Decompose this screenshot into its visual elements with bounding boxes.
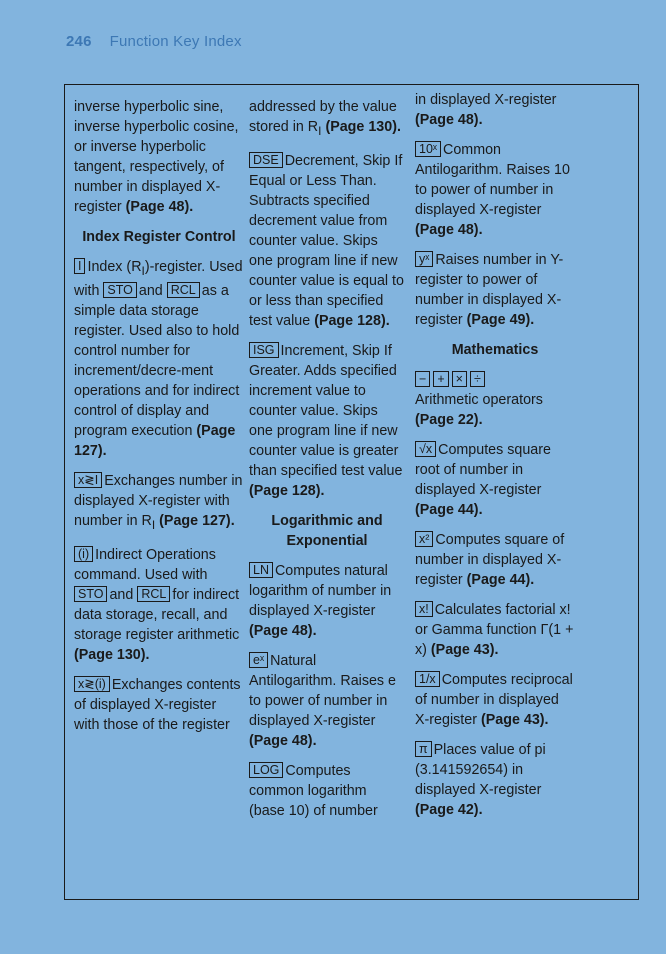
entry-pi: π Places value of pi (3.141592654) in displayed X-register (Page 42). bbox=[415, 742, 546, 818]
sto-key[interactable]: STO bbox=[103, 282, 136, 298]
entry-indirect: (i) Indirect Operations command. Used with STO and RCL for indirect data storage, recall, and storage register arithmetic (Page 130). bbox=[74, 546, 240, 663]
indirect-key[interactable]: (i) bbox=[74, 546, 93, 562]
isg-key[interactable]: ISG bbox=[249, 342, 279, 358]
rcl-key[interactable]: RCL bbox=[167, 282, 200, 298]
entry-continued: addressed by the value stored in $R_I$ (Page 130). bbox=[249, 99, 401, 138]
entry-x-squared: x² Computes square of number in displayed X-register (Page 44). bbox=[415, 532, 565, 588]
page-number: 246 bbox=[66, 33, 92, 50]
entry-arithmetic: − + × ÷ Arithmetic operators (Page 22). bbox=[415, 372, 543, 428]
column-2 bbox=[249, 97, 405, 831]
page-title: Function Key Index bbox=[109, 33, 242, 50]
e-to-x-key[interactable]: eˣ bbox=[249, 652, 268, 668]
entry-dse: DSE Decrement, Skip If Equal or Less Than. Subtracts specified decrement value from counter value. Skips one program line if new counter value is equal to or less than specified test value (Page 128). bbox=[249, 152, 404, 329]
section-heading-mathematics: Mathematics bbox=[451, 342, 539, 358]
column-1 bbox=[74, 97, 244, 745]
entry-exchange-x-indirect: x≷(i) Exchanges contents of displayed X-register with those of the register bbox=[74, 676, 241, 733]
column-3 bbox=[415, 90, 575, 830]
dse-key[interactable]: DSE bbox=[249, 152, 283, 168]
entry-index-register: I Index $(R_I)$-register. Used with STO and RCL as a simple data storage register. Used also to hold control number for increment/decre-ment operations and for indirect control of display and program execution (Page 127). bbox=[74, 259, 243, 459]
sqrt-key[interactable]: √x bbox=[415, 441, 436, 457]
pi-key[interactable]: π bbox=[415, 741, 432, 757]
section-heading-logarithmic: Logarithmic and Exponential bbox=[271, 512, 383, 549]
minus-key[interactable]: − bbox=[415, 371, 430, 387]
entry-continued: in displayed X-register (Page 48). bbox=[415, 92, 557, 128]
rcl-key[interactable]: RCL bbox=[137, 586, 170, 602]
entry-isg: ISG Increment, Skip If Greater. Adds specified increment value to counter value. Skips one program line if new counter value is greater than specified test value (Page 128). bbox=[249, 342, 403, 499]
y-to-x-key[interactable]: yˣ bbox=[415, 251, 433, 267]
plus-key[interactable]: + bbox=[433, 371, 448, 387]
entry-ex: eˣ Natural Antilogarithm. Raises e to power of number in displayed X-register (Page 48). bbox=[249, 652, 397, 749]
factorial-key[interactable]: x! bbox=[415, 601, 433, 617]
multiply-key[interactable]: × bbox=[452, 371, 467, 387]
entry-exchange-x-i: x≷I Exchanges number in displayed X-register with number in $R_I$ (Page 127). bbox=[74, 472, 243, 532]
entry-continued: inverse hyperbolic sine, inverse hyperbolic cosine, or inverse hyperbolic tangent, respectively, of number in displayed X-register (Page 48). bbox=[74, 99, 239, 215]
x-exchange-i-key[interactable]: x≷I bbox=[74, 472, 102, 488]
entry-sqrt: √x Computes square root of number in displayed X-register (Page 44). bbox=[415, 442, 551, 518]
x-exchange-indirect-key[interactable]: x≷(i) bbox=[74, 676, 110, 692]
entry-factorial: x! Calculates factorial x! or Gamma function Γ(1 + x) (Page 43). bbox=[415, 602, 574, 658]
x-squared-key[interactable]: x² bbox=[415, 531, 433, 547]
entry-reciprocal: 1/x Computes reciprocal of number in displayed X-register (Page 43). bbox=[415, 672, 573, 728]
sto-key[interactable]: STO bbox=[74, 586, 107, 602]
reciprocal-key[interactable]: 1/x bbox=[415, 671, 440, 687]
entry-yx: yˣ Raises number in Y-register to power of number in displayed X-register (Page 49). bbox=[415, 252, 564, 328]
section-heading-index-register: Index Register Control bbox=[82, 229, 236, 245]
entry-ln: LN Computes natural logarithm of number in displayed X-register (Page 48). bbox=[249, 562, 392, 639]
ten-to-x-key[interactable]: 10ˣ bbox=[415, 141, 441, 157]
log-key[interactable]: LOG bbox=[249, 762, 283, 778]
i-key[interactable]: I bbox=[74, 258, 85, 274]
entry-log: LOG Computes common logarithm (base 10) of number bbox=[249, 762, 378, 819]
entry-10x: 10ˣ Common Antilogarithm. Raises 10 to power of number in displayed X-register (Page 48). bbox=[415, 142, 570, 238]
page-header bbox=[66, 33, 242, 50]
ln-key[interactable]: LN bbox=[249, 562, 273, 578]
divide-key[interactable]: ÷ bbox=[470, 371, 485, 387]
index-box bbox=[64, 84, 639, 900]
